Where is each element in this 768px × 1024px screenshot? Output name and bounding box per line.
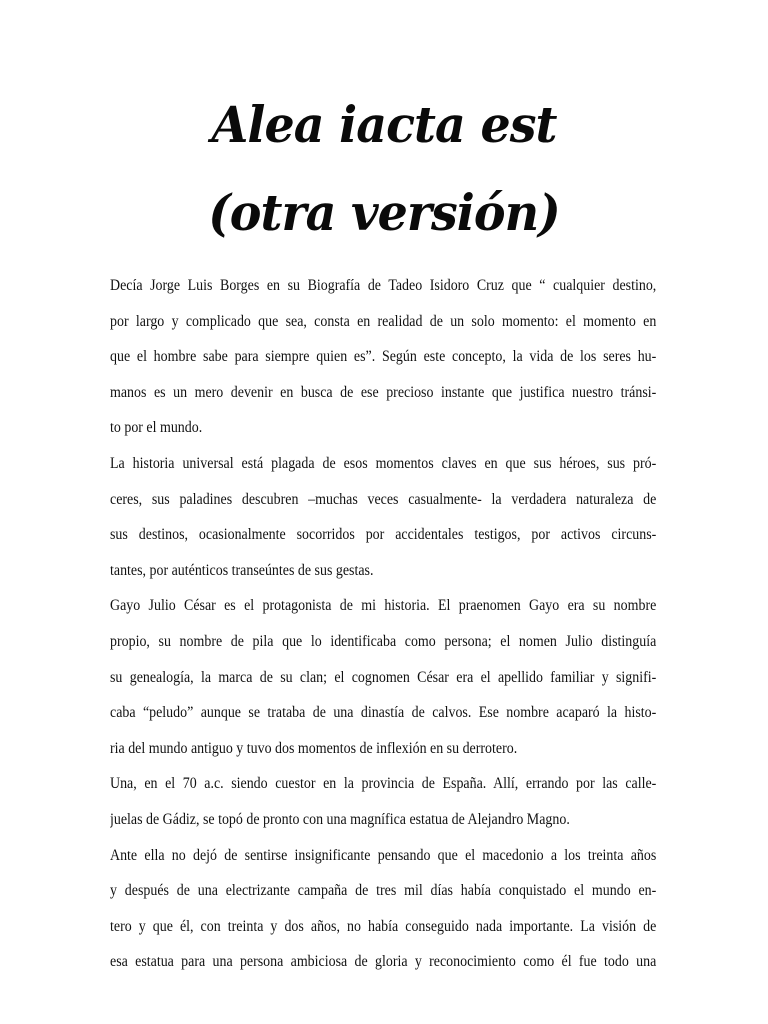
text-line: Ante ella no dejó de sentirse insignificante pensando que el macedonio a los treinta años <box>110 846 657 864</box>
text-line: tero y que él, con treinta y dos años, no había conseguido nada importante. La visión de <box>110 917 657 935</box>
text-line: su genealogía, la marca de su clan; el cognomen César era el apellido familiar y signifi- <box>110 668 657 686</box>
text-line: caba “peludo” aunque se trataba de una dinastía de calvos. Ese nombre acaparó la histo- <box>110 704 657 722</box>
text-line: y después de una electrizante campaña de tres mil días había conquistado el mundo en- <box>110 882 657 900</box>
text-line: esa estatua para una persona ambiciosa de gloria y reconocimiento como él fue todo una <box>110 953 657 971</box>
text-line: ria del mundo antiguo y tuvo dos momentos de inflexión en su derrotero. <box>110 739 518 757</box>
text-line: juelas de Gádiz, se topó de pronto con una magnífica estatua de Alejandro Magno. <box>110 810 570 828</box>
text-line: Gayo Julio César es el protagonista de mi historia. El praenomen Gayo era su nombre <box>110 597 657 615</box>
text-line: que el hombre sabe para siempre quien es”. Según este concepto, la vida de los seres hu- <box>110 348 657 366</box>
text-line: propio, su nombre de pila que lo identificaba como persona; el nomen Julio distinguía <box>110 632 657 650</box>
text-line: Decía Jorge Luis Borges en su Biografía de Tadeo Isidoro Cruz que “ cualquier destino, <box>110 277 657 294</box>
text-line: tantes, por auténticos transeúntes de sus gestas. <box>110 561 374 579</box>
document-subtitle: (otra versión) <box>208 183 560 242</box>
text-line: manos es un mero devenir en busca de ese precioso instante que justifica nuestro tránsi- <box>110 383 657 401</box>
text-line: ceres, sus paladines descubren –muchas veces casualmente- la verdadera naturaleza de <box>110 490 657 508</box>
text-line: Una, en el 70 a.c. siendo cuestor en la provincia de España. Allí, errando por las calle- <box>110 775 657 793</box>
document-title: Alea iacta est <box>211 95 557 154</box>
text-line: to por el mundo. <box>110 419 203 437</box>
text-line: sus destinos, ocasionalmente socorridos por accidentales testigos, por activos circuns- <box>110 526 657 544</box>
text-line: La historia universal está plagada de esos momentos claves en que sus héroes, sus pró- <box>110 454 657 472</box>
body-text <box>110 273 656 985</box>
text-line: por largo y complicado que sea, consta en realidad de un solo momento: el momento en <box>110 312 657 330</box>
